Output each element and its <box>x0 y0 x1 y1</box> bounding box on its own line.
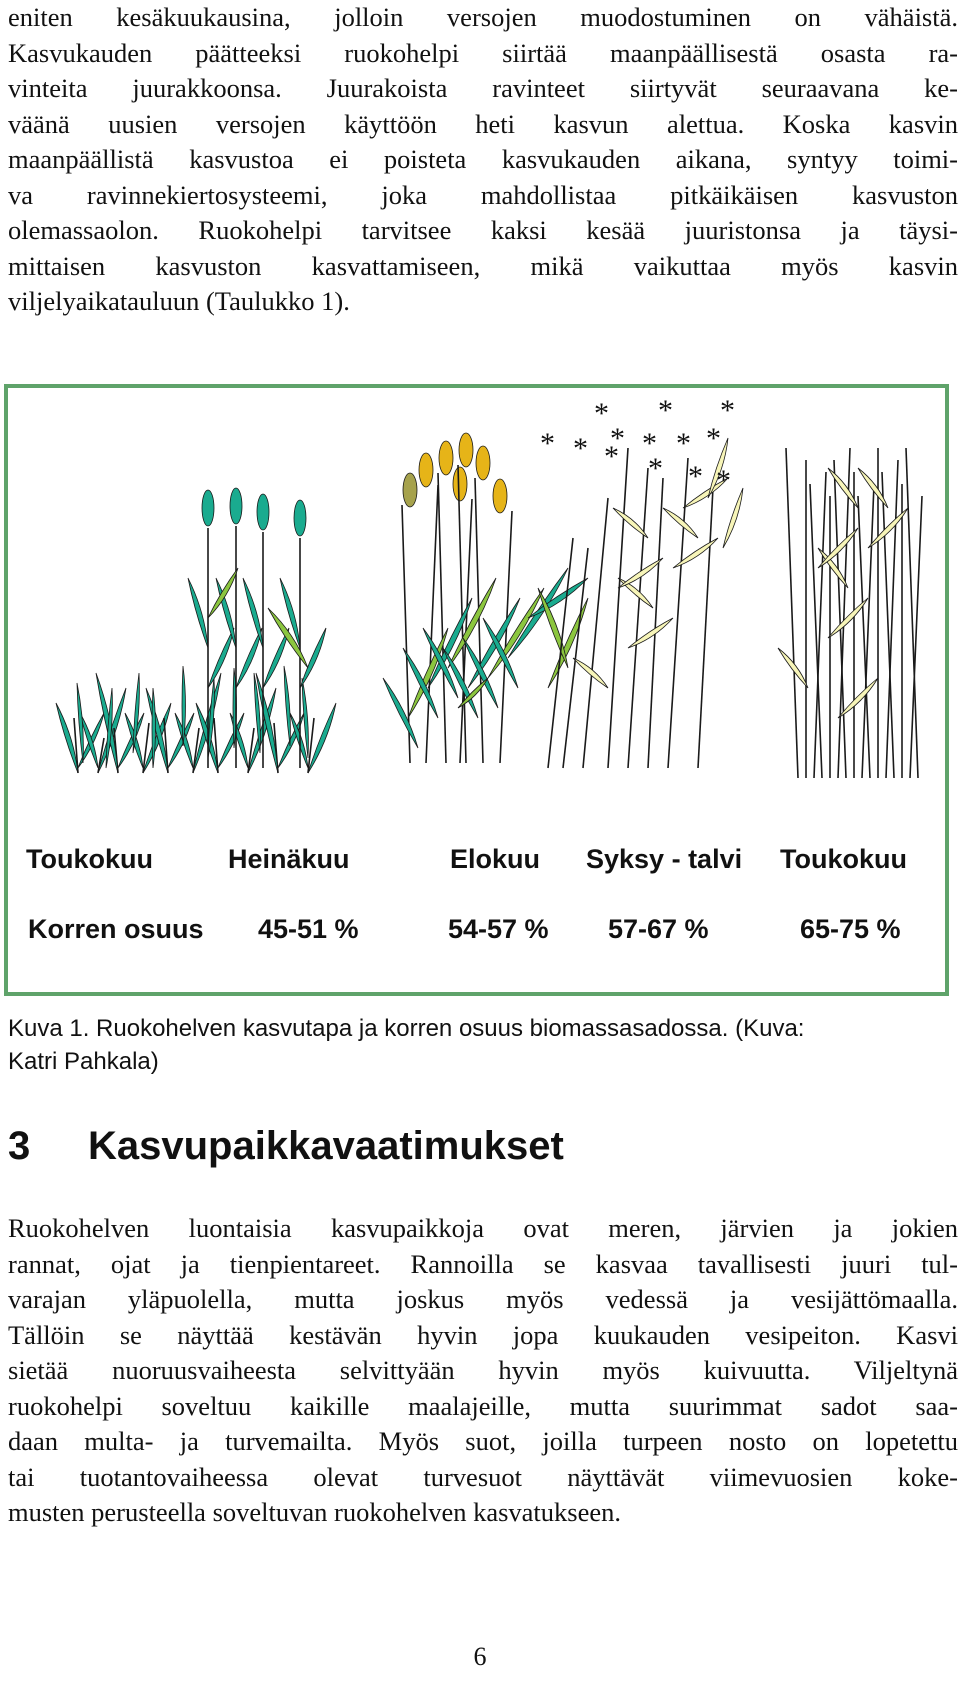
caption-line: Katri Pahkala) <box>8 1048 159 1075</box>
snow-asterisk: * <box>540 427 555 460</box>
text-line: va ravinnekiertosysteemi, joka mahdollistaa pitkäikäisen kasvuston <box>8 179 958 210</box>
grass-panicle <box>257 494 269 530</box>
grass-panicle <box>230 488 242 524</box>
grass-leaf <box>618 578 653 608</box>
grass-leaf <box>663 508 698 538</box>
grass-leaf <box>152 688 156 768</box>
section-heading <box>8 1124 564 1169</box>
grass-panicle <box>459 433 473 467</box>
grass-leaf <box>77 683 83 763</box>
snow-asterisk: * <box>573 432 588 465</box>
grass-leaf <box>188 578 208 648</box>
grass-leaf <box>613 508 648 538</box>
grass-stem <box>563 548 588 768</box>
snow-asterisk: * <box>642 427 657 460</box>
text-line: viljelyaikatauluun (Taulukko 1). <box>8 286 350 316</box>
snow-asterisk: * <box>676 427 691 460</box>
page-number: 6 <box>473 1642 487 1671</box>
grass-stem <box>628 468 648 768</box>
grass-stem <box>698 488 713 768</box>
snow-asterisk: * <box>720 394 735 427</box>
text-line: varajan yläpuolella, mutta joskus myös vedessä ja vesijättömaalla. <box>8 1284 958 1314</box>
snow-asterisk: * <box>610 422 625 455</box>
stage-label-july: Heinäkuu <box>228 844 350 874</box>
text-line: maanpäällistä kasvustoa ei poisteta kasvukauden aikana, syntyy toimi- <box>8 144 958 174</box>
stem-share-value: 45-51 % <box>258 914 359 944</box>
caption-line: Kuva 1. Ruokohelven kasvutapa ja korren osuus biomassasadossa. (Kuva: <box>8 1015 805 1042</box>
stage-label-may: Toukokuu <box>26 844 153 874</box>
stage-label-autumn-winter: Syksy - talvi <box>586 844 743 874</box>
stage-label-august: Elokuu <box>450 844 541 874</box>
grass-stem <box>583 498 608 768</box>
grass-panicle <box>476 446 490 480</box>
grass-stem <box>668 458 688 768</box>
snow-asterisk: * <box>688 460 703 493</box>
grass-stem <box>426 485 438 763</box>
stem-share-label: Korren osuus <box>28 914 204 944</box>
text-line: olemassaolon. Ruokohelpi tarvitsee kaksi kesää juuristonsa ja täysi- <box>8 215 958 245</box>
snow-asterisk: * <box>604 440 619 473</box>
grass-panicle <box>439 441 453 475</box>
figure-caption <box>8 1012 958 1078</box>
text-line: musten perusteella soveltuvan ruokohelven kasvatukseen. <box>8 1497 622 1527</box>
grass-leaf <box>548 598 588 688</box>
grass-leaf <box>243 578 263 648</box>
grass-panicle <box>202 490 214 526</box>
text-line: Tällöin se näyttää kestävän hyvin jopa kuukauden vesipeiton. Kasvi <box>8 1319 958 1350</box>
grass-stem <box>786 448 798 778</box>
grass-leaf <box>838 678 878 718</box>
stem-share-value: 57-67 % <box>608 914 709 944</box>
grass-panicle <box>493 479 507 513</box>
snow-asterisk: * <box>706 422 721 455</box>
text-line: daan multa- ja turvemailta. Myös suot, joilla turpeen nosto on lopetettu <box>8 1426 958 1456</box>
text-line: Kasvukauden päätteeksi ruokohelpi siirtää maanpäällisestä osasta ra- <box>8 37 958 68</box>
stem-share-value: 65-75 % <box>800 914 901 944</box>
grass-panicle <box>403 473 417 507</box>
snow-asterisk: * <box>716 464 731 497</box>
figure-frame <box>4 384 949 996</box>
text-line: sietää nuoruusvaiheesta selvittyään hyvin myös kuivuutta. Viljeltynä <box>8 1355 958 1385</box>
text-line: tai tuotantovaiheessa olevat turvesuot näyttävät viimevuosien koke- <box>8 1461 958 1492</box>
text-line: ruokohelpi soveltuu kaikille maalajeille, mutta suurimmat sadot saa- <box>8 1390 958 1421</box>
grass-leaf <box>673 538 718 568</box>
grass-leaf <box>208 628 234 688</box>
grass-stem <box>648 478 663 768</box>
grass-panicle <box>294 500 306 536</box>
grass-panicle <box>453 467 467 501</box>
body-paragraph-top <box>8 0 958 320</box>
body-paragraph-bottom <box>8 1211 958 1531</box>
grass-stem <box>548 538 573 768</box>
text-line: väänä uusien versojen käyttöön heti kasvun alettua. Koska kasvin <box>8 108 958 139</box>
grass-leaf <box>208 568 238 618</box>
grass-leaf <box>284 666 290 746</box>
snow-asterisk: * <box>658 394 673 427</box>
grass-leaf <box>383 678 418 748</box>
text-line: mittaisen kasvuston kasvattamiseen, mikä vaikuttaa myös kasvin <box>8 250 958 281</box>
text-line: Ruokohelven luontaisia kasvupaikkoja ovat meren, järvien ja jokien <box>8 1213 958 1243</box>
grass-growth-illustration <box>8 388 945 992</box>
text-line: vinteita juurakkoonsa. Juurakoista ravinteet siirtyvät seuraavana ke- <box>8 73 958 103</box>
grass-leaf <box>723 488 743 548</box>
section-title: Kasvupaikkavaatimukset <box>88 1124 564 1168</box>
snow-asterisk: * <box>594 397 609 430</box>
grass-leaf <box>488 588 544 678</box>
grass-panicle <box>419 453 433 487</box>
section-number: 3 <box>8 1124 31 1168</box>
text-line: eniten kesäkuukausina, jolloin versojen muodostuminen on vähäistä. <box>8 2 958 32</box>
snow-asterisk: * <box>648 452 663 485</box>
grass-stem <box>438 473 446 763</box>
grass-stem <box>608 448 628 768</box>
stage-label-may-second: Toukokuu <box>780 844 907 874</box>
stem-share-value: 54-57 % <box>448 914 549 944</box>
grass-leaf <box>628 618 673 648</box>
text-line: rannat, ojat ja tienpientareet. Rannoilla se kasvaa tavallisesti juuri tul- <box>8 1248 958 1279</box>
grass-leaf <box>828 598 868 638</box>
